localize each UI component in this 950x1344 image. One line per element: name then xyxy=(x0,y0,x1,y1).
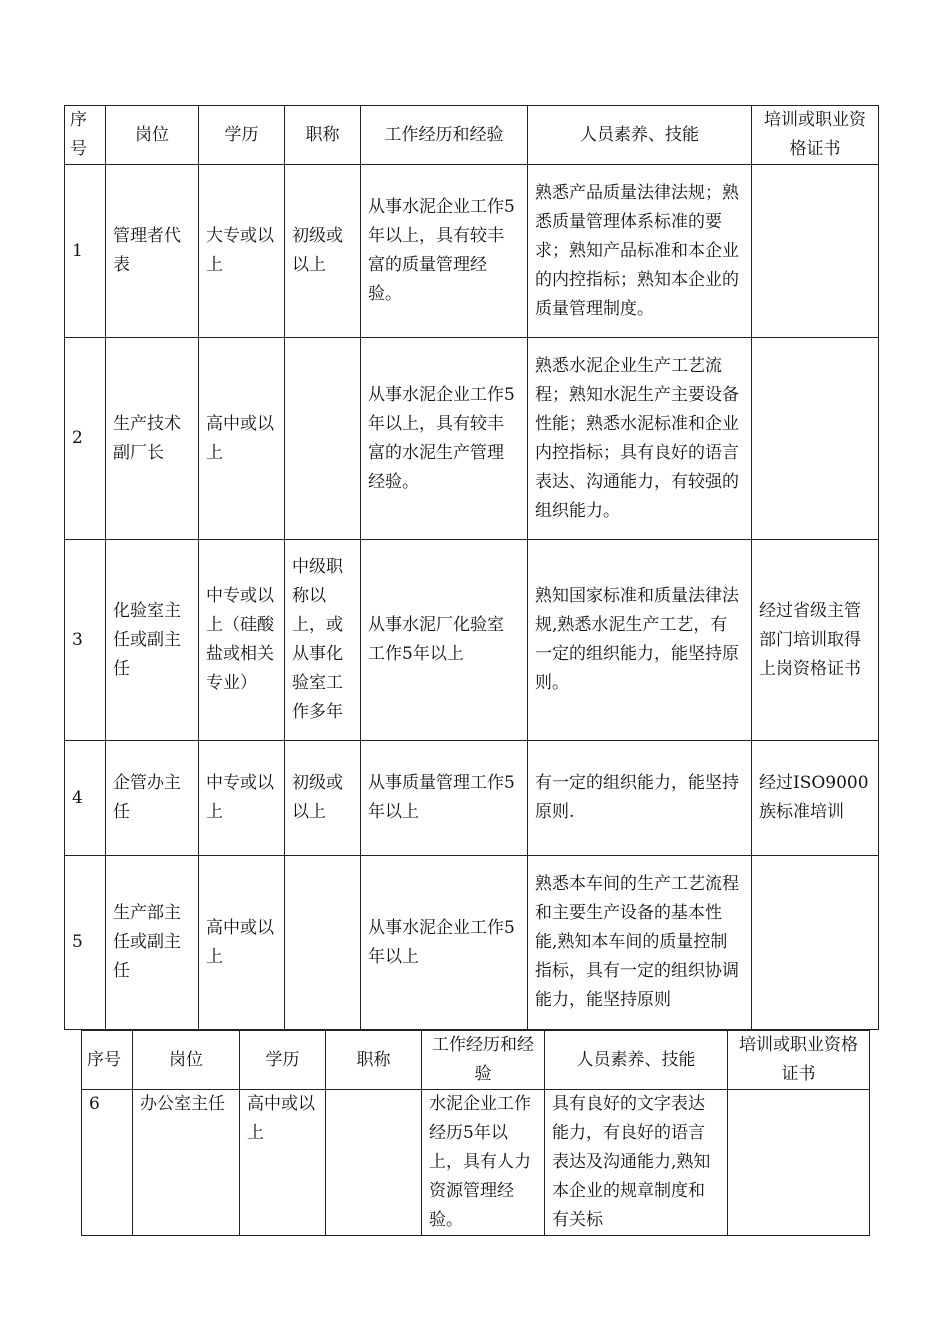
header-experience: 工作经历和经验 xyxy=(422,1031,545,1090)
cell-education: 高中或以上 xyxy=(199,856,285,1030)
cell-title xyxy=(285,856,361,1030)
table-row xyxy=(65,165,879,338)
cell-seq: 4 xyxy=(65,741,106,856)
cell-seq: 5 xyxy=(65,856,106,1030)
cell-certificate: 经过省级主管部门培训取得上岗资格证书 xyxy=(752,540,879,741)
cell-title: 初级或以上 xyxy=(285,165,361,338)
cell-seq: 2 xyxy=(65,338,106,540)
header-seq: 序号 xyxy=(65,106,106,165)
header-title: 职称 xyxy=(285,106,361,165)
header-experience: 工作经历和经验 xyxy=(361,106,528,165)
cell-experience: 从事水泥企业工作5年以上 xyxy=(361,856,528,1030)
cell-skills: 熟悉本车间的生产工艺流程和主要生产设备的基本性能,熟知本车间的质量控制指标，具有一定的组织协调能力，能坚持原则 xyxy=(528,856,752,1030)
cell-certificate xyxy=(752,165,879,338)
header-row xyxy=(65,106,879,165)
cell-position: 化验室主任或副主任 xyxy=(106,540,199,741)
qualification-table-1 xyxy=(64,105,879,1030)
table-row xyxy=(65,856,879,1030)
cell-education: 中专或以上 xyxy=(199,741,285,856)
cell-certificate xyxy=(752,856,879,1030)
header-row xyxy=(82,1031,870,1090)
table-row xyxy=(65,338,879,540)
cell-title xyxy=(326,1090,422,1236)
cell-position: 生产技术副厂长 xyxy=(106,338,199,540)
header-skills: 人员素养、技能 xyxy=(545,1031,728,1090)
header-certificate: 培训或职业资格证书 xyxy=(752,106,879,165)
header-certificate: 培训或职业资格证书 xyxy=(728,1031,870,1090)
cell-certificate xyxy=(728,1090,870,1236)
cell-education: 高中或以上 xyxy=(240,1090,326,1236)
cell-education: 大专或以上 xyxy=(199,165,285,338)
cell-experience: 从事水泥企业工作5年以上，具有较丰富的质量管理经验。 xyxy=(361,165,528,338)
cell-skills: 有一定的组织能力，能坚持原则. xyxy=(528,741,752,856)
header-seq: 序号 xyxy=(82,1031,133,1090)
cell-title: 中级职称以上，或从事化验室工作多年 xyxy=(285,540,361,741)
cell-experience: 从事质量管理工作5年以上 xyxy=(361,741,528,856)
cell-certificate: 经过ISO9000族标准培训 xyxy=(752,741,879,856)
cell-position: 管理者代表 xyxy=(106,165,199,338)
cell-title xyxy=(285,338,361,540)
cell-position: 企管办主任 xyxy=(106,741,199,856)
header-title: 职称 xyxy=(326,1031,422,1090)
qualification-table-2 xyxy=(81,1030,870,1236)
cell-experience: 水泥企业工作经历5年以上，具有人力资源管理经验。 xyxy=(422,1090,545,1236)
cell-seq: 3 xyxy=(65,540,106,741)
cell-skills: 熟悉产品质量法律法规；熟悉质量管理体系标准的要求；熟知产品标准和本企业的内控指标；熟知本企业的质量管理制度。 xyxy=(528,165,752,338)
cell-education: 高中或以上 xyxy=(199,338,285,540)
header-position: 岗位 xyxy=(133,1031,240,1090)
header-skills: 人员素养、技能 xyxy=(528,106,752,165)
cell-position: 生产部主任或副主任 xyxy=(106,856,199,1030)
cell-education: 中专或以上（硅酸盐或相关专业） xyxy=(199,540,285,741)
cell-skills: 熟悉水泥企业生产工艺流程；熟知水泥生产主要设备性能；熟悉水泥标准和企业内控指标；具有良好的语言表达、沟通能力，有较强的组织能力。 xyxy=(528,338,752,540)
table-row xyxy=(65,540,879,741)
header-education: 学历 xyxy=(240,1031,326,1090)
header-position: 岗位 xyxy=(106,106,199,165)
cell-position: 办公室主任 xyxy=(133,1090,240,1236)
cell-title: 初级或以上 xyxy=(285,741,361,856)
cell-skills: 具有良好的文字表达能力，有良好的语言表达及沟通能力,熟知本企业的规章制度和有关标 xyxy=(545,1090,728,1236)
cell-experience: 从事水泥厂化验室工作5年以上 xyxy=(361,540,528,741)
cell-seq: 6 xyxy=(82,1090,133,1236)
cell-seq: 1 xyxy=(65,165,106,338)
table-row xyxy=(65,741,879,856)
table-row xyxy=(82,1090,870,1236)
cell-skills: 熟知国家标准和质量法律法规,熟悉水泥生产工艺，有一定的组织能力，能坚持原则。 xyxy=(528,540,752,741)
cell-experience: 从事水泥企业工作5年以上，具有较丰富的水泥生产管理经验。 xyxy=(361,338,528,540)
header-education: 学历 xyxy=(199,106,285,165)
cell-certificate xyxy=(752,338,879,540)
